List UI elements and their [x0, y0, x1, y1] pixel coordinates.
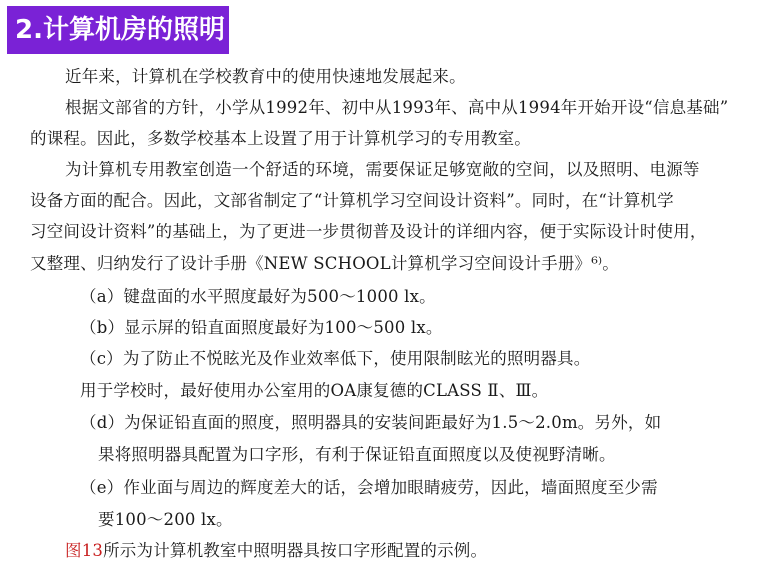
item-b: （b）显示屏的铅直面照度最好为100～500 lx。 — [80, 318, 443, 337]
page-title: 2.计算机房的照明 — [7, 6, 229, 54]
item-e: （e）作业面与周边的辉度差大的话，会增加眼睛疲劳，因此，墙面照度至少需 — [80, 478, 658, 497]
paragraph-line-7: 又整理、归纳发行了设计手册《NEW SCHOOL计算机学习空间设计手册》⁶⁾。 — [30, 254, 619, 273]
paragraph-line-5: 设备方面的配合。因此，文部省制定了“计算机学习空间设计资料”。同时，在“计算机学 — [30, 191, 674, 210]
paragraph-line-6: 习空间设计资料”的基础上，为了更进一步贯彻普及设计的详细内容，便于实际设计时使用， — [30, 222, 707, 241]
item-e-continued: 要100～200 lx。 — [98, 510, 233, 529]
item-c-continued: 用于学校时，最好使用办公室用的OA康复德的CLASS Ⅱ、Ⅲ。 — [80, 381, 549, 400]
figure-caption-text: 所示为计算机教室中照明器具按口字形配置的示例。 — [103, 541, 488, 560]
item-a: （a）键盘面的水平照度最好为500～1000 lx。 — [80, 287, 436, 306]
item-d-continued: 果将照明器具配置为口字形，有利于保证铅直面照度以及使视野清晰。 — [98, 445, 616, 464]
item-c: （c）为了防止不悦眩光及作业效率低下，使用限制眩光的照明器具。 — [80, 349, 591, 368]
figure-reference: 图13 — [65, 541, 104, 560]
paragraph-line-2: 根据文部省的方针，小学从1992年、初中从1993年、高中从1994年开始开设“信息基础” — [65, 98, 729, 117]
figure-caption-line — [65, 541, 487, 561]
paragraph-line-3: 的课程。因此，多数学校基本上设置了用于计算机学习的专用教室。 — [30, 129, 531, 148]
item-d: （d）为保证铅直面的照度，照明器具的安装间距最好为1.5～2.0m。另外，如 — [80, 413, 662, 432]
paragraph-line-4: 为计算机专用教室创造一个舒适的环境，需要保证足够宽敞的空间，以及照明、电源等 — [65, 160, 700, 179]
paragraph-line-1: 近年来，计算机在学校教育中的使用快速地发展起来。 — [65, 67, 466, 86]
